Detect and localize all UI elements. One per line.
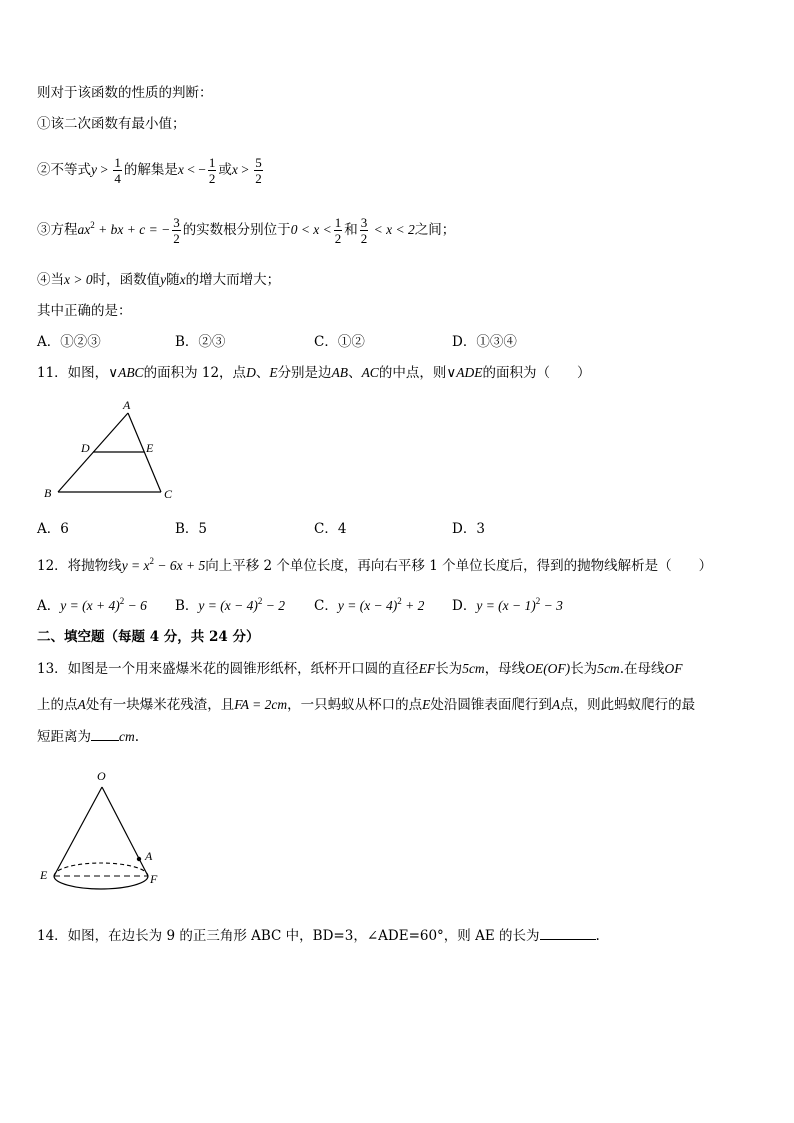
q12-option-c: C．$y = (x - 4)^2 + 2$	[314, 596, 425, 614]
label-f: F	[150, 872, 158, 886]
statement-1: ①该二次函数有最小值；	[37, 116, 186, 132]
label-o: O	[97, 769, 106, 783]
answer-blank-14[interactable]	[540, 939, 596, 940]
answer-blank-13[interactable]	[91, 740, 119, 741]
q10-option-c: C．①②	[314, 334, 365, 350]
q10-option-a: A．①②③	[37, 334, 101, 350]
q11-option-c: C．4	[314, 521, 347, 537]
label-e: E	[146, 441, 154, 455]
label-c: C	[164, 487, 173, 501]
q10-option-b: B．②③	[175, 334, 226, 350]
question-14: 14．如图，在边长为 9 的正三角形 ABC 中，BD=3，∠ADE=60°，则 AE 的长为 .	[37, 928, 600, 944]
question-12: 12．将抛物线$y = x^2 - 6x + 5$向上平移 2 个单位长度，再向右平移 1 个单位长度后，得到的抛物线解析是（ ）	[37, 556, 713, 574]
statement-4: ④当x > 0时，函数值y随x的增大而增大；	[37, 272, 281, 288]
section-2-heading: 二、填空题（每题 4 分，共 24 分）	[37, 629, 260, 645]
q12-option-b: B．$y = (x - 4)^2 - 2$	[175, 596, 285, 614]
question-13-line-2: 上的点A处有一块爆米花残渣，且FA = 2cm，一只蚂蚁从杯口的点E处沿圆锥表面爬行到A点，则此蚂蚁爬行的最	[37, 697, 696, 713]
rim-front	[54, 876, 148, 889]
statement-2: ②不等式y > $\frac{1}{4}$ 的解集是x < − $\frac{1}{2}$ 或x > $\frac{5}{2}$	[37, 155, 262, 186]
q12-option-d: D．$y = (x - 1)^2 - 3$	[452, 596, 563, 614]
label-e: E	[40, 868, 48, 882]
label-b: B	[44, 486, 52, 500]
question-13-line-3: 短距离为 cm.	[37, 729, 140, 745]
which-correct: 其中正确的是：	[37, 303, 132, 319]
question-13-line-1: 13．如图是一个用来盛爆米花的圆锥形纸杯，纸杯开口圆的直径EF长为5cm，母线OE(OF)长为5cm.在母线OF	[37, 661, 683, 677]
q11-option-a: A．6	[37, 521, 69, 537]
q11-option-b: B．5	[175, 521, 208, 537]
triangle-figure	[40, 396, 180, 504]
point-a	[137, 857, 141, 861]
intro-text: 则对于该函数的性质的判断：	[37, 85, 213, 101]
label-d: D	[81, 441, 90, 455]
statement-3: ③方程$ax^2$ + bx + c = − $\frac{3}{2}$ 的实数根分别位于0 < x < $\frac{1}{2}$ 和 $\frac{3}{2}$ < x < 2之间；	[37, 215, 456, 246]
q11-option-d: D．3	[452, 521, 485, 537]
rim-back	[54, 863, 148, 876]
q10-option-d: D．①③④	[452, 334, 517, 350]
q12-option-a: A．$y = (x + 4)^2 - 6$	[37, 596, 147, 614]
label-a: A	[123, 398, 131, 412]
cone-figure	[36, 765, 176, 895]
question-11: 11．如图，∨ABC的面积为 12，点D、E分别是边AB、AC的中点，则∨ADE的面积为（ ）	[37, 365, 591, 381]
label-a: A	[145, 849, 153, 863]
